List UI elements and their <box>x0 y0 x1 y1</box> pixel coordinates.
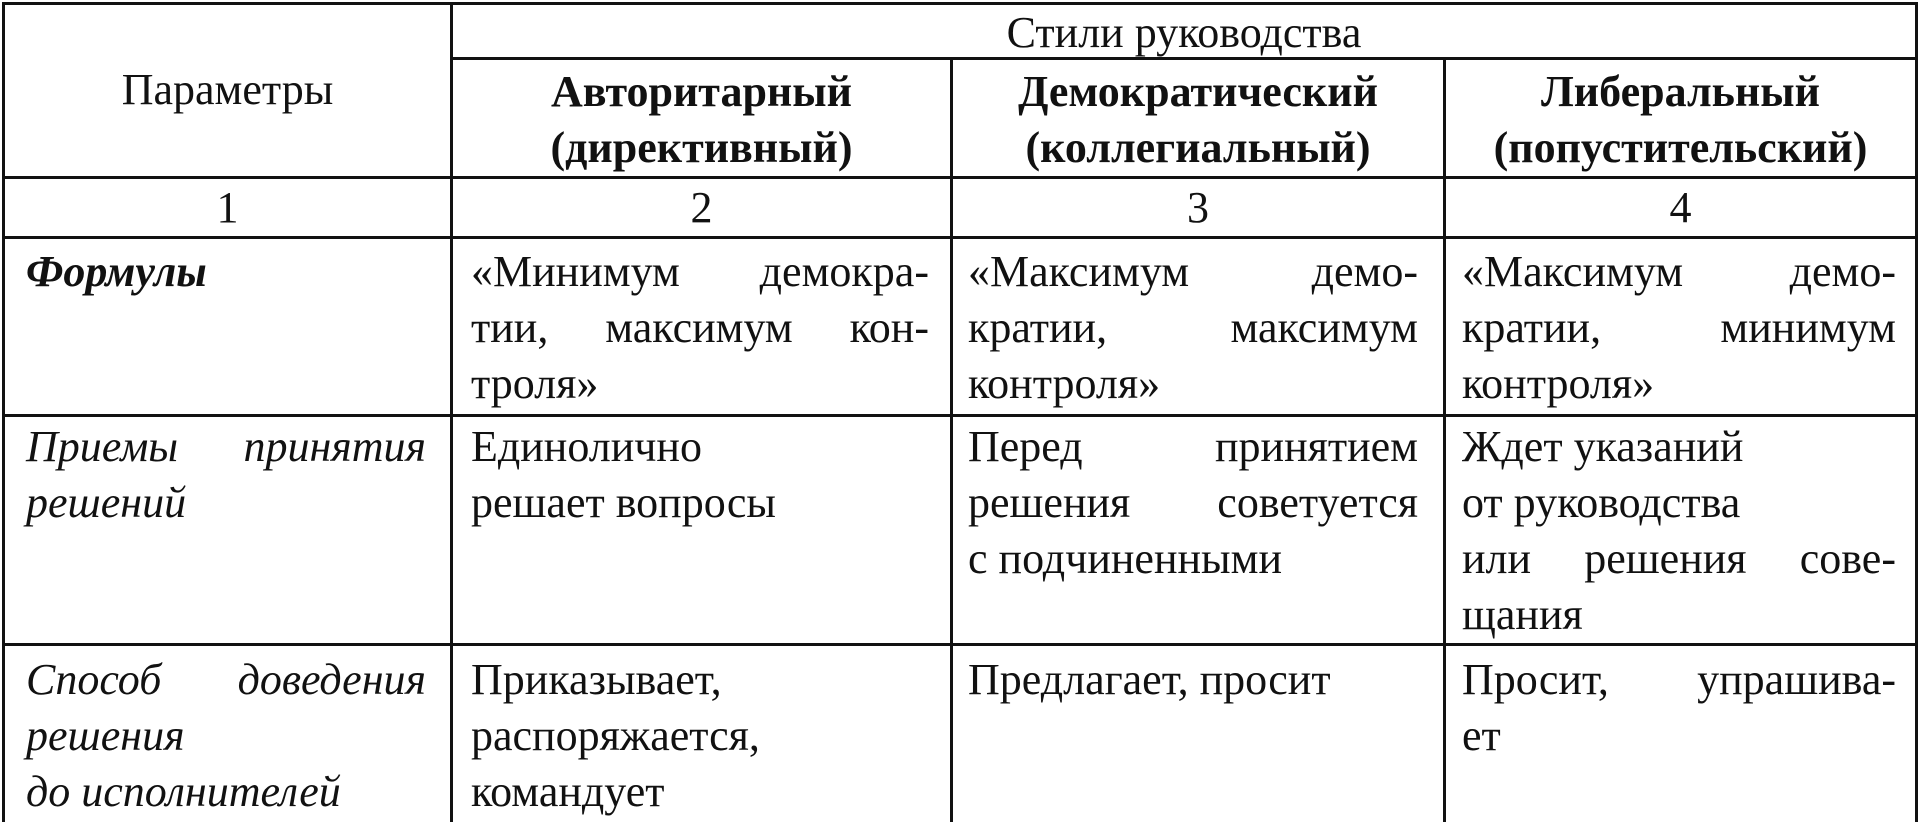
formula-authoritarian: «Минимум демокра- тии, максимум кон- троля» <box>471 247 929 408</box>
styles-header: Стили руководства <box>1006 8 1362 57</box>
row1-bottom-line <box>2 414 1918 417</box>
column-number: 1 <box>216 183 239 232</box>
liberal-header: Либеральный (попустительский) <box>1493 67 1868 172</box>
column-number: 4 <box>1669 183 1692 232</box>
row2-bottom-line <box>2 643 1918 646</box>
parameters-header: Параметры <box>121 65 334 114</box>
header-bottom-line <box>2 176 1918 179</box>
table-border-right <box>1915 2 1918 822</box>
formula-liberal: «Максимум демо- кратии, минимум контроля» <box>1462 247 1896 408</box>
delivery-democratic: Предлагает, просит <box>968 655 1331 704</box>
decision-democratic: Перед принятием решения советуется с подчиненными <box>968 422 1418 583</box>
table-border-left <box>2 2 5 822</box>
authoritarian-header: Авторитарный (директивный) <box>550 67 853 172</box>
decision-liberal: Ждет указаний от руководства или решения сове- щания <box>1462 422 1896 639</box>
column-number: 3 <box>1187 183 1209 232</box>
row-param-formulas: Формулы <box>26 247 207 296</box>
formula-democratic: «Максимум демо- кратии, максимум контроля» <box>968 247 1418 408</box>
delivery-liberal: Просит, упрашива- ет <box>1462 655 1896 760</box>
column-number: 2 <box>690 183 713 232</box>
numbers-row-line <box>2 236 1918 239</box>
row-param-decision-making: Приемы принятия решений <box>26 422 426 527</box>
row-param-decision-delivery: Способ доведения решения до исполнителей <box>26 655 426 816</box>
democratic-header: Демократический (коллегиальный) <box>1018 67 1378 172</box>
delivery-authoritarian: Приказывает, распоряжается, командует <box>471 655 760 816</box>
decision-authoritarian: Единолично решает вопросы <box>471 422 776 527</box>
